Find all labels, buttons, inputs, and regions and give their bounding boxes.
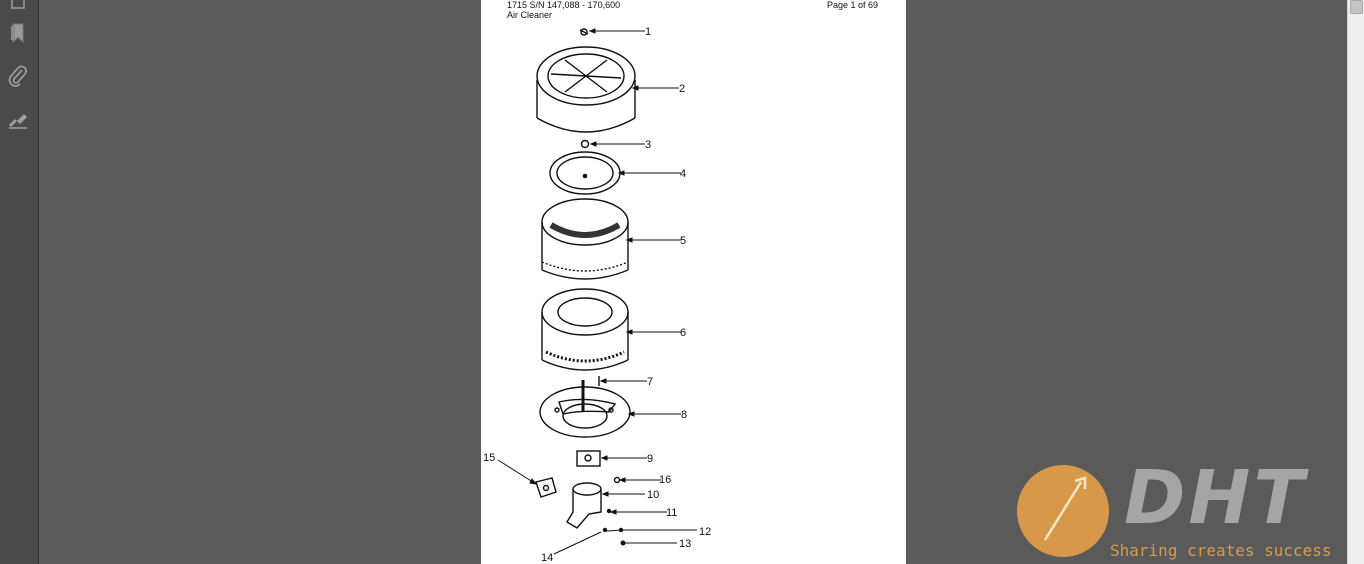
part-wing-nut <box>580 29 588 35</box>
section-title: Air Cleaner <box>507 10 553 20</box>
part-inner-filter <box>542 289 628 370</box>
callout-9: 9 <box>647 453 654 465</box>
callout-2: 2 <box>679 83 686 95</box>
tool-sidebar <box>0 0 39 564</box>
part-cover <box>537 47 635 132</box>
callout-4: 4 <box>680 168 687 180</box>
bookmark-icon[interactable] <box>5 20 31 46</box>
attachment-icon[interactable] <box>5 63 31 89</box>
callout-7: 7 <box>647 376 654 388</box>
callout-11: 11 <box>666 507 678 519</box>
callout-6: 6 <box>680 327 687 339</box>
part-base <box>540 387 630 437</box>
part-gasket <box>577 451 600 466</box>
callout-10: 10 <box>647 489 660 501</box>
callout-12: 12 <box>699 526 712 538</box>
part-plate <box>550 152 620 194</box>
callout-1: 1 <box>645 26 652 38</box>
part-o-ring <box>582 141 589 148</box>
part-outer-filter <box>542 199 628 279</box>
callout-5: 5 <box>680 235 687 247</box>
document-page[interactable] <box>481 0 906 564</box>
callout-8: 8 <box>681 409 688 421</box>
signature-icon[interactable] <box>5 107 31 133</box>
pages-icon[interactable] <box>5 0 31 14</box>
callout-15: 15 <box>483 452 496 464</box>
callout-13: 13 <box>679 538 692 550</box>
watermark-tagline: Sharing creates success <box>1110 541 1332 560</box>
exploded-parts-diagram <box>481 0 906 564</box>
callout-14: 14 <box>541 552 554 564</box>
part-screw <box>583 376 599 412</box>
part-small-gasket <box>536 478 556 497</box>
page-indicator: Page 1 of 69 <box>827 0 879 10</box>
callout-16: 16 <box>659 474 672 486</box>
part-elbow <box>567 483 601 528</box>
model-serial: 1715 S/N 147,088 - 170,600 <box>507 0 621 10</box>
callout-3: 3 <box>645 139 652 151</box>
scrollbar-thumb[interactable] <box>1350 0 1363 14</box>
watermark-brand: DHT <box>1124 455 1307 541</box>
